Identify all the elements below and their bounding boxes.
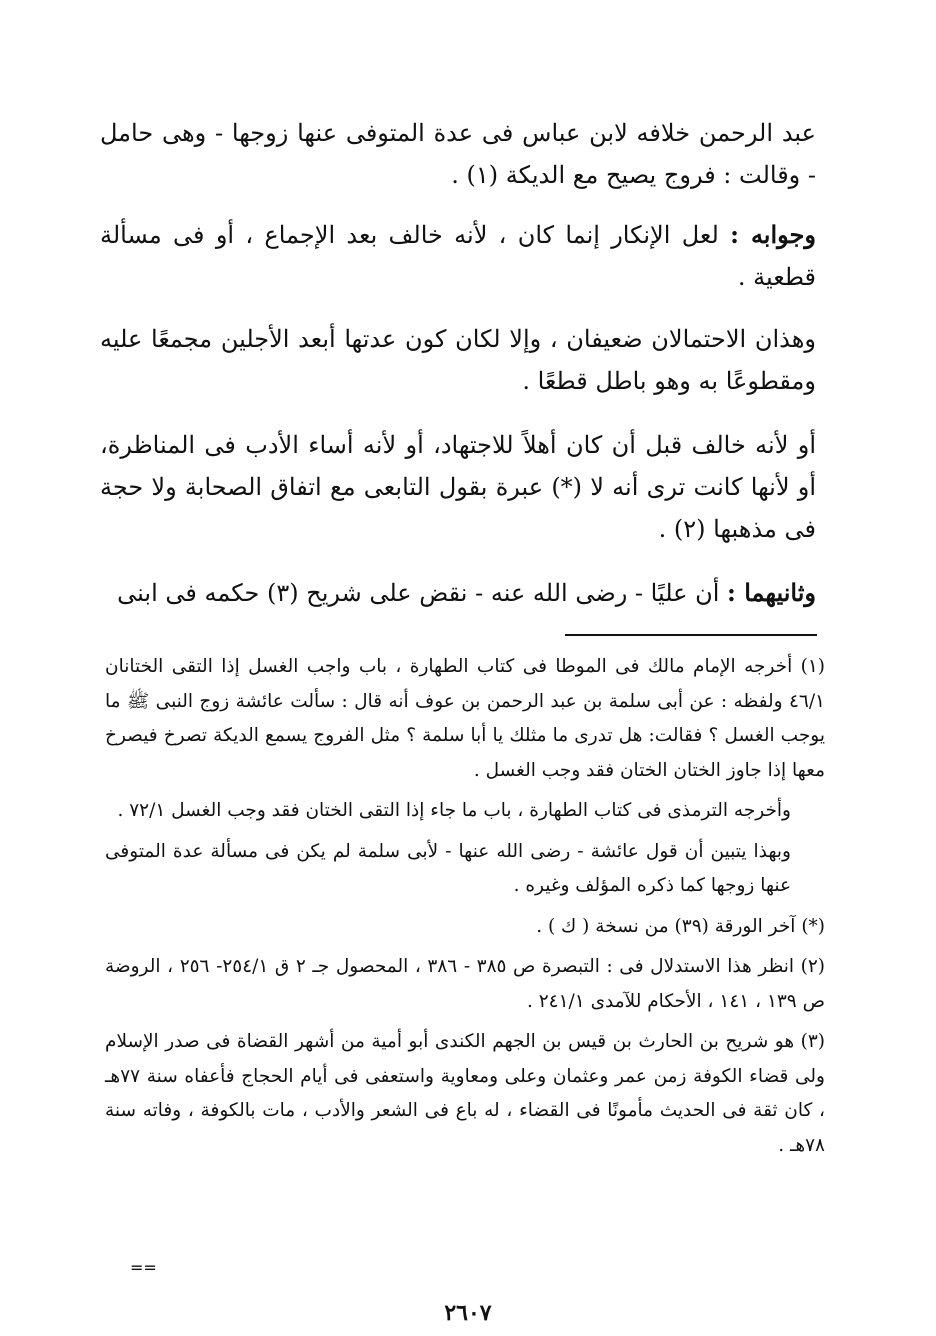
paragraph-text: أو لأنه خالف قبل أن كان أهلاً للاجتهاد، أو لأنه أساء الأدب فى المناظرة، أو لأنها كانت ترى أنه لا (*) عبرة بقول التابعى مع اتفاق الصحابة ولا حجة فى مذهبها (٢) . — [100, 431, 816, 543]
body-paragraph-5 — [100, 572, 816, 614]
body-paragraph-2 — [100, 214, 816, 298]
body-paragraph-4 — [100, 424, 816, 550]
continuation-mark: == — [130, 1258, 157, 1277]
footnote-1-continuation: وأخرجه الترمذى فى كتاب الطهارة ، باب ما جاء إذا التقى الختان فقد وجب الغسل ٧٢/١ . — [117, 800, 791, 821]
paragraph-text: أن عليًا - رضى الله عنه - نقض على شريح (٣) حكمه فى ابنى — [117, 579, 728, 607]
footnote-3: (٣) هو شريح بن الحارث بن قيس بن الجهم الكندى أبو أمية من أشهر القضاة فى صدر الإسلام ولى قضاء الكوفة زمن عمر وعثمان وعلى ومعاوية واستعفى فى أيام الحجاج فأعفاه سنة ٧٧هـ ، كان ثقة فى الحديث مأمونًا فى القضاء ، له باع فى الشعر والأدب ، مات بالكوفة ، وفاته سنة ٧٨هـ . — [105, 1031, 825, 1156]
footnote-folio: (*) آخر الورقة (٣٩) من نسخة ( ك ) . — [536, 915, 825, 937]
page-number: ٢٦٠٧ — [444, 1300, 492, 1326]
paragraph-text: عبد الرحمن خلافه لابن عباس فى عدة المتوفى عنها زوجها - وهى حامل - وقالت : فروج يصيح مع الديكة (١) . — [100, 119, 816, 189]
body-paragraph-3 — [100, 318, 816, 402]
footnote-1: (١) أخرجه الإمام مالك فى الموطا فى كتاب الطهارة ، باب واجب الغسل إذا التقى الختانان ٤٦/١ ولفظه : عن أبى سلمة بن عبد الرحمن بن عوف أنه قال : سألت عائشة زوج النبى ﷺ ما يوجب الغسل ؟ فقالت: هل تدرى ما مثلك يا أبا سلمة ؟ مثل الفروج يسمع الديكة تصرخ فيصرخ معها إذا جاوز الختان الختان فقد وجب الغسل . — [105, 656, 825, 781]
paragraph-lead: وجوابه : — [730, 220, 816, 249]
paragraph-text: وهذان الاحتمالان ضعيفان ، وإلا لكان كون عدتها أبعد الأجلين مجمعًا عليه ومقطوعًا به وهو باطل قطعًا . — [100, 325, 816, 395]
footnote-2: (٢) انظر هذا الاستدلال فى : التبصرة ص ٣٨٥ - ٣٨٦ ، المحصول جـ ٢ ق ٢٥٤/١- ٢٥٦ ، الروضة ص ١٣٩ ، ١٤١ ، الأحكام للآمدى ٢٤١/١ . — [105, 956, 826, 1012]
footnote-separator — [565, 634, 817, 636]
paragraph-text: لعل الإنكار إنما كان ، لأنه خالف بعد الإجماع ، أو فى مسألة قطعية . — [100, 221, 816, 291]
paragraph-lead: وثانيهما : — [727, 578, 816, 607]
body-paragraph-1 — [100, 112, 816, 196]
footnotes — [105, 650, 825, 1169]
footnote-1-note: وبهذا يتبين أن قول عائشة - رضى الله عنها - لأبى سلمة لم يكن فى مسألة عدة المتوفى عنها زوجها كما ذكره المؤلف وغيره . — [105, 840, 791, 896]
